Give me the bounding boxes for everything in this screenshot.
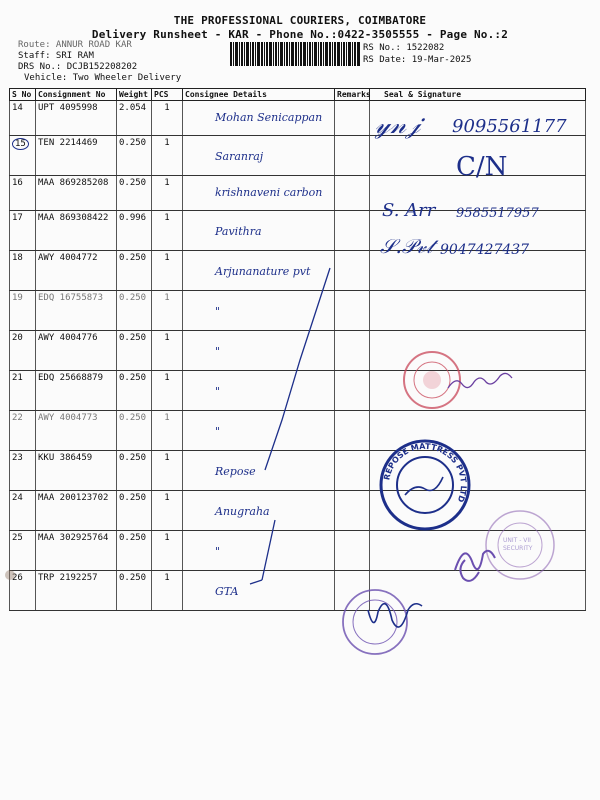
row-seal — [370, 291, 586, 331]
row-pcs: 1 — [152, 491, 183, 531]
row-consignee: Arjunanature pvt — [183, 251, 335, 291]
row-consignment: AWY 4004773 — [36, 411, 117, 451]
table-row — [10, 291, 586, 331]
row-sno — [10, 136, 36, 176]
row-weight: 2.054 — [117, 101, 152, 136]
row-sno: 14 — [10, 101, 36, 136]
signature-16-phone: 9585517957 — [456, 206, 539, 221]
row-consignee: " — [183, 531, 335, 571]
row-remarks — [335, 101, 370, 136]
row-consignee: Repose — [183, 451, 335, 491]
signature-17-phone: 9047427437 — [440, 242, 530, 258]
row-consignee: krishnaveni carbon — [183, 176, 335, 211]
row-sno: 22 — [10, 411, 36, 451]
vehicle-line: Vehicle: Two Wheeler Delivery — [24, 73, 182, 83]
row-consignee: Pavithra — [183, 211, 335, 251]
barcode-image — [230, 42, 360, 66]
staff-line: Staff: SRI RAM — [18, 51, 94, 61]
table-row — [10, 371, 586, 411]
table-row — [10, 571, 586, 611]
table-row — [10, 331, 586, 371]
row-sno: 17 — [10, 211, 36, 251]
signature-14-phone: 9095561177 — [452, 116, 567, 137]
signature-17: 𝒮.𝒫𝓋𝓉 — [380, 234, 433, 258]
row-pcs: 1 — [152, 411, 183, 451]
row-pcs: 1 — [152, 176, 183, 211]
svg-text:UNIT - VII: UNIT - VII — [503, 537, 531, 544]
row-pcs: 1 — [152, 531, 183, 571]
row-weight: 0.250 — [117, 411, 152, 451]
row-pcs: 1 — [152, 251, 183, 291]
drs-line: DRS No.: DCJB152208202 — [18, 62, 138, 72]
row-remarks — [335, 291, 370, 331]
rs-number: RS No.: 1522082 — [363, 43, 445, 53]
table-row — [10, 451, 586, 491]
row-pcs: 1 — [152, 331, 183, 371]
row-weight: 0.250 — [117, 491, 152, 531]
row-sno: 25 — [10, 531, 36, 571]
row-sno-circled: 15 — [12, 138, 29, 150]
signature-14: 𝓎𝓃𝒿 — [375, 110, 421, 140]
row-pcs: 1 — [152, 291, 183, 331]
col-consignment: Consignment No — [36, 89, 117, 101]
row-consignment: KKU 386459 — [36, 451, 117, 491]
row-consignment: EDQ 16755873 — [36, 291, 117, 331]
company-title: THE PROFESSIONAL COURIERS, COIMBATORE — [173, 14, 427, 27]
row-weight: 0.250 — [117, 371, 152, 411]
row-remarks — [335, 451, 370, 491]
row-consignee: GTA — [183, 571, 335, 611]
row-weight: 0.250 — [117, 331, 152, 371]
row-consignment: UPT 4095998 — [36, 101, 117, 136]
row-seal — [370, 411, 586, 451]
row-remarks — [335, 331, 370, 371]
row-weight: 0.250 — [117, 251, 152, 291]
row-sno: 26 — [10, 571, 36, 611]
row-weight: 0.250 — [117, 451, 152, 491]
row-sno: 24 — [10, 491, 36, 531]
row-consignee: " — [183, 371, 335, 411]
row-weight: 0.250 — [117, 571, 152, 611]
row-consignment: MAA 869285208 — [36, 176, 117, 211]
row-seal — [370, 451, 586, 491]
row-consignee: Saranraj — [183, 136, 335, 176]
col-weight: Weight — [117, 89, 152, 101]
row-weight: 0.250 — [117, 291, 152, 331]
row-sno: 19 — [10, 291, 36, 331]
row-pcs: 1 — [152, 136, 183, 176]
row-weight: 0.250 — [117, 176, 152, 211]
row-remarks — [335, 251, 370, 291]
row-remarks — [335, 371, 370, 411]
row-seal — [370, 531, 586, 571]
row-consignee: Mohan Senicappan — [183, 101, 335, 136]
col-sno: S No — [10, 89, 36, 101]
row-consignee: " — [183, 291, 335, 331]
col-pcs: PCS — [152, 89, 183, 101]
row-consignment: TRP 2192257 — [36, 571, 117, 611]
row-consignment: TEN 2214469 — [36, 136, 117, 176]
row-sno: 18 — [10, 251, 36, 291]
row-remarks — [335, 211, 370, 251]
table-row — [10, 531, 586, 571]
row-remarks — [335, 136, 370, 176]
rs-date: RS Date: 19-Mar-2025 — [363, 55, 472, 65]
signature-16: S. Arr — [382, 200, 436, 221]
row-consignee: " — [183, 411, 335, 451]
row-consignment: MAA 200123702 — [36, 491, 117, 531]
col-consignee: Consignee Details — [183, 89, 335, 101]
col-remarks: Remarks — [335, 89, 370, 101]
row-pcs: 1 — [152, 571, 183, 611]
row-consignment: EDQ 25668879 — [36, 371, 117, 411]
signature-15-cn: C/N — [456, 152, 508, 182]
row-seal — [370, 571, 586, 611]
row-seal — [370, 491, 586, 531]
row-weight: 0.250 — [117, 531, 152, 571]
row-consignee: " — [183, 331, 335, 371]
row-pcs: 1 — [152, 371, 183, 411]
row-sno: 16 — [10, 176, 36, 211]
col-seal: Seal & Signature — [370, 89, 586, 101]
row-pcs: 1 — [152, 451, 183, 491]
row-consignment: AWY 4004772 — [36, 251, 117, 291]
svg-text:REPOSE MATTRESS PVT LTD: REPOSE MATTRESS PVT LTD — [382, 441, 469, 504]
row-weight: 0.250 — [117, 136, 152, 176]
row-remarks — [335, 411, 370, 451]
row-consignee: Anugraha — [183, 491, 335, 531]
row-sno: 21 — [10, 371, 36, 411]
row-sno: 23 — [10, 451, 36, 491]
table-row — [10, 491, 586, 531]
row-seal — [370, 371, 586, 411]
table-row — [10, 411, 586, 451]
row-pcs: 1 — [152, 211, 183, 251]
table-header-row — [10, 89, 586, 101]
row-consignment: AWY 4004776 — [36, 331, 117, 371]
route-line: Route: ANNUR ROAD KAR — [18, 40, 132, 50]
row-remarks — [335, 176, 370, 211]
row-weight: 0.996 — [117, 211, 152, 251]
runsheet-title: Delivery Runsheet - KAR - Phone No.:0422-3505555 - Page No.:2 — [91, 28, 509, 41]
row-sno: 20 — [10, 331, 36, 371]
svg-text:SECURITY: SECURITY — [503, 545, 533, 552]
row-remarks — [335, 571, 370, 611]
row-seal — [370, 331, 586, 371]
row-remarks — [335, 531, 370, 571]
row-remarks — [335, 491, 370, 531]
row-pcs: 1 — [152, 101, 183, 136]
row-consignment: MAA 869308422 — [36, 211, 117, 251]
row-consignment: MAA 302925764 — [36, 531, 117, 571]
